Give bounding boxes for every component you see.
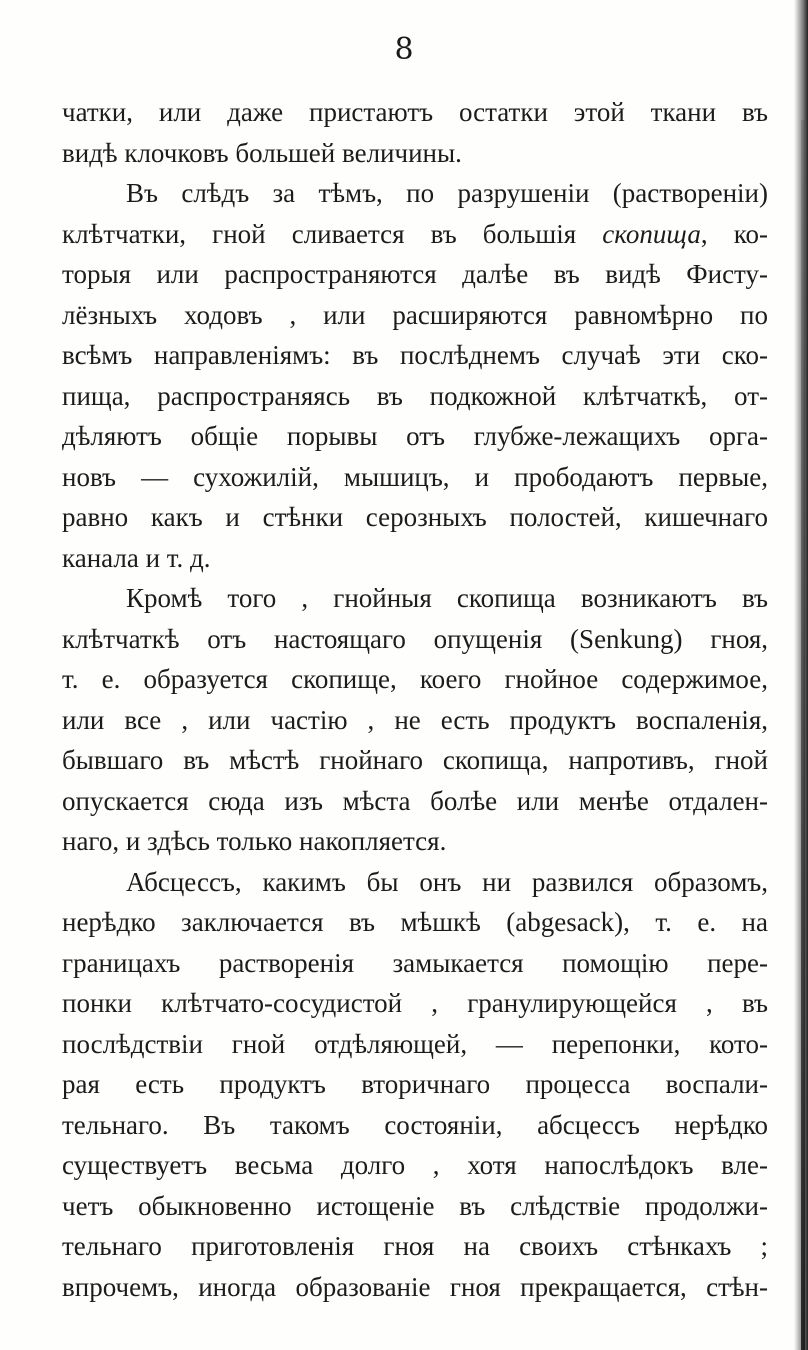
- text-line-30: впрочемъ, иногда образованіе гноя прекращается, стѣн-: [62, 1271, 768, 1302]
- text-line-24: послѣдствіи гной отдѣляющей, — перепонки, кото-: [62, 1028, 768, 1059]
- text-line-26: тельнаго. Въ такомъ состояніи, абсцессъ нерѣдко: [62, 1109, 768, 1140]
- text-line-18: опускается сюда изъ мѣста болѣе или менѣе отдален-: [62, 785, 768, 816]
- text-line-23: понки клѣтчато-сосудистой , гранулирующейся , въ: [62, 988, 768, 1018]
- italic-term: скопища: [602, 218, 701, 249]
- page-edge-line: [801, 120, 805, 1350]
- text-line-19: наго, и здѣсь только накопляется.: [62, 826, 447, 856]
- text-line-27: существуетъ весьма долго , хотя напослѣдокъ вле-: [62, 1150, 768, 1180]
- text-line-16: или все , или частію , не есть продуктъ воспаленія,: [62, 704, 768, 735]
- text-line-5: торыя или распространяются далѣе въ видѣ Фисту-: [62, 259, 768, 289]
- text-line-21: нерѣдко заключается въ мѣшкѣ (abgesack), т. е. на: [62, 907, 768, 937]
- text-line-4-lead: клѣтчатки, гной сливается въ большія: [62, 218, 577, 249]
- text-line-9: дѣляютъ общіе порывы отъ глубже-лежащихъ орга-: [62, 421, 768, 451]
- text-line-20: Абсцессъ, какимъ бы онъ ни развился образомъ,: [126, 866, 768, 897]
- text-line-15: т. е. образуется скопище, коего гнойное содержимое,: [62, 664, 768, 694]
- text-line-4-tail: , ко-: [700, 218, 768, 249]
- text-line-8: пища, распространяясь въ подкожной клѣтчаткѣ, от-: [62, 380, 768, 411]
- text-line-4: [62, 214, 768, 255]
- text-line-6: лёзныхъ ходовъ , или расширяются равномѣрно по: [62, 299, 768, 330]
- body-text: [62, 92, 768, 1307]
- text-line-10: новъ — сухожилій, мышицъ, и прободаютъ первые,: [62, 461, 768, 492]
- text-line-1: чатки, или даже пристаютъ остатки этой ткани въ: [62, 97, 768, 127]
- text-line-2: видѣ клочковъ большей величины.: [62, 137, 462, 168]
- text-line-17: бывшаго въ мѣстѣ гнойнаго скопища, напротивъ, гной: [62, 745, 768, 775]
- text-line-3: Въ слѣдъ за тѣмъ, по разрушеніи (раствореніи): [126, 178, 768, 208]
- text-line-14: клѣтчаткѣ отъ настоящаго опущенія (Senkung) гноя,: [62, 623, 768, 654]
- text-line-12: канала и т. д.: [62, 542, 211, 573]
- text-line-29: тельнаго приготовленія гноя на своихъ стѣнкахъ ;: [62, 1231, 768, 1261]
- text-line-25: рая есть продуктъ вторичнаго процесса воспали-: [62, 1069, 768, 1099]
- text-line-7: всѣмъ направленіямъ: въ послѣднемъ случаѣ эти ско-: [62, 340, 768, 370]
- text-line-28: четъ обыкновенно истощеніе въ слѣдствіе продолжи-: [62, 1190, 768, 1221]
- text-line-11: равно какъ и стѣнки серозныхъ полостей, кишечнаго: [62, 502, 768, 532]
- text-line-13: Кромѣ того , гнойныя скопища возникаютъ въ: [126, 583, 768, 613]
- text-line-22: границахъ растворенія замыкается помощію пере-: [62, 947, 768, 978]
- page-number: 8: [394, 32, 414, 67]
